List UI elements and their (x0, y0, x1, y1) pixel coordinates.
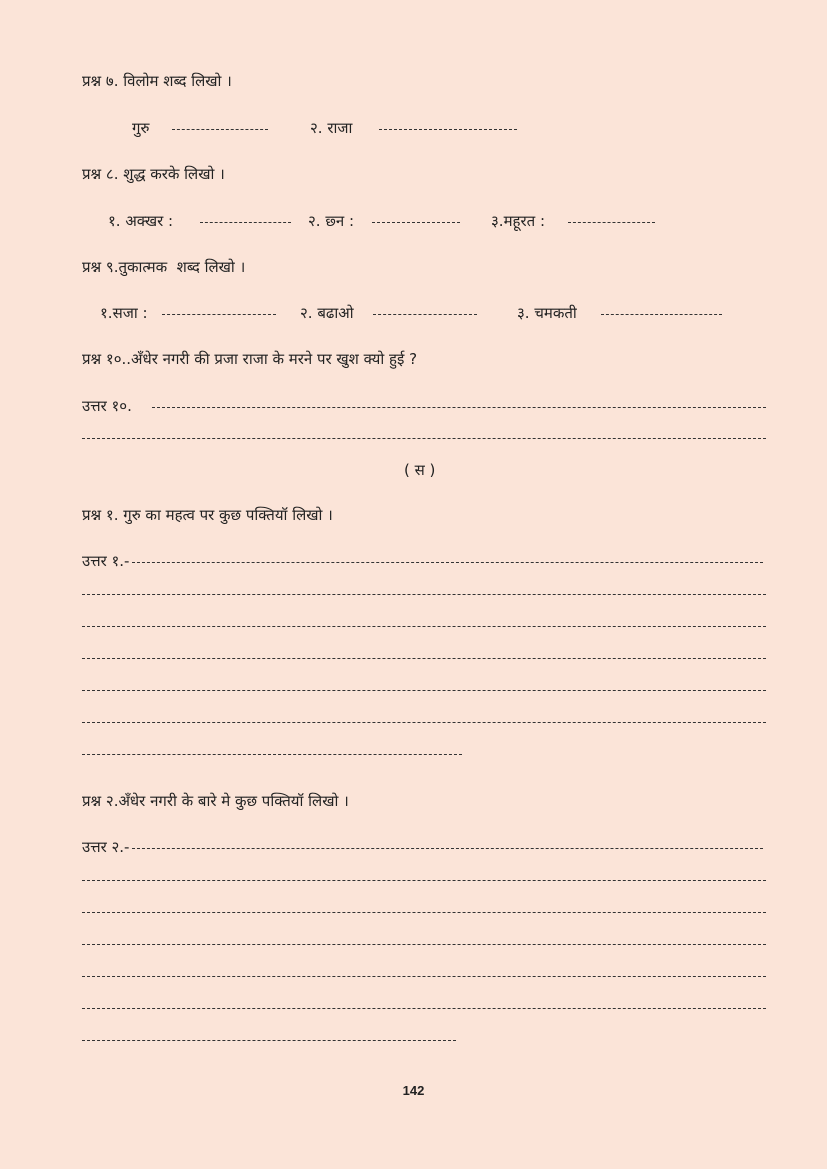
q7-title: प्रश्न ७. विलोम शब्द लिखो । (82, 72, 232, 90)
q8-blank-3[interactable] (568, 222, 655, 223)
s2-answer-label: उत्तर २.- (82, 838, 130, 856)
q9-item-2: २. बढाओ (300, 304, 354, 322)
s2-answer-line[interactable] (82, 912, 766, 913)
s1-answer-line[interactable] (132, 562, 763, 563)
q9-blank-2[interactable] (373, 314, 477, 315)
s2-title: प्रश्न २.अँधेर नगरी के बारे मे कुछ पक्तियॉ लिखो । (82, 792, 349, 810)
q8-item-2: २. छ्न : (308, 212, 354, 230)
s2-answer-line[interactable] (82, 880, 766, 881)
q10-answer-line-1[interactable] (152, 407, 766, 408)
q8-item-3: ३.महूरत : (491, 212, 546, 230)
s2-answer-line[interactable] (82, 944, 766, 945)
q10-answer-label: उत्तर १०. (82, 397, 132, 415)
s1-title: प्रश्न १. गुरु का महत्व पर कुछ पक्तियॉ लिखो । (82, 506, 333, 524)
q10-title: प्रश्न १०..अँधेर नगरी की प्रजा राजा के मरने पर खुश क्यो हुई ? (82, 350, 418, 368)
s2-answer-line[interactable] (132, 848, 763, 849)
q7-item-1: गुरु (132, 119, 150, 137)
q8-item-1: १. अक्खर : (108, 212, 174, 230)
q9-title: प्रश्न ९.तुकात्मक शब्द लिखो । (82, 258, 246, 276)
q8-title: प्रश्न ८. शुद्ध करके लिखो । (82, 165, 225, 183)
q8-blank-2[interactable] (372, 222, 460, 223)
page-number: 142 (402, 1083, 425, 1098)
s1-answer-line[interactable] (82, 594, 766, 595)
s1-answer-label: उत्तर १.- (82, 552, 130, 570)
s1-answer-line[interactable] (82, 722, 766, 723)
q9-blank-1[interactable] (162, 314, 276, 315)
s2-answer-line[interactable] (82, 1008, 766, 1009)
q8-blank-1[interactable] (200, 222, 291, 223)
s2-answer-line[interactable] (82, 1040, 456, 1041)
q10-answer-line-2[interactable] (82, 438, 766, 439)
s1-answer-line[interactable] (82, 690, 766, 691)
q9-item-3: ३. चमकती (517, 304, 577, 322)
q9-item-1: १.सजा : (100, 304, 148, 322)
s1-answer-line[interactable] (82, 658, 766, 659)
section-heading: ( स ) (404, 461, 436, 479)
s2-answer-line[interactable] (82, 976, 766, 977)
q7-item-2: २. राजा (310, 119, 353, 137)
q7-blank-2[interactable] (379, 129, 517, 130)
s1-answer-line[interactable] (82, 754, 462, 755)
q7-blank-1[interactable] (172, 129, 268, 130)
s1-answer-line[interactable] (82, 626, 766, 627)
q9-blank-3[interactable] (601, 314, 722, 315)
